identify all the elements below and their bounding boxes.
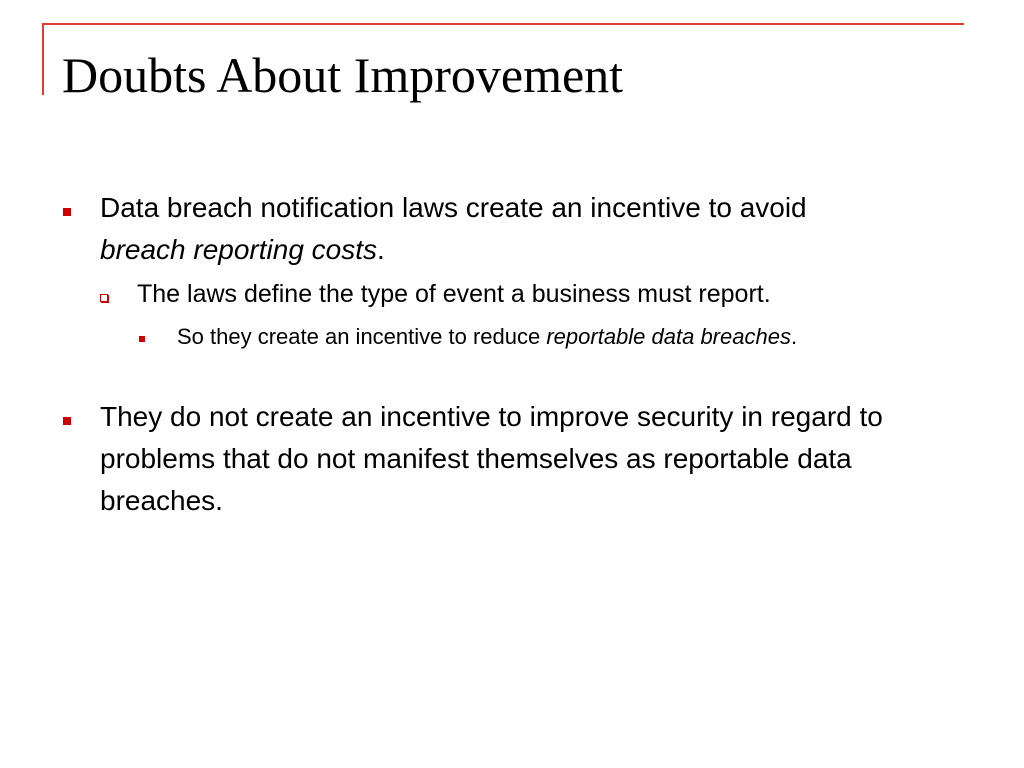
bullet-text-3-plain: So they create an incentive to reduce: [177, 324, 547, 349]
bullet-text-1-italic: breach reporting costs: [100, 234, 378, 265]
slide-title: Doubts About Improvement: [62, 47, 624, 103]
small-filled-square-bullet-icon: [139, 336, 145, 342]
bullet-text-2-plain: The laws define the type of event a business must report.: [137, 280, 771, 308]
bullet-text-4: [100, 396, 960, 522]
bullet-text-3-italic: reportable data breaches: [546, 324, 791, 349]
bullet-text-4-plain: They do not create an incentive to improve security in regard to problems that do not manifest themselves as reportable data breaches.: [100, 401, 883, 516]
outline-square-bullet-icon: [100, 294, 108, 302]
bullet-text-1-plain: Data breach notification laws create an incentive to avoid: [100, 192, 807, 223]
filled-square-bullet-icon: [63, 208, 71, 216]
bullet-text-1: [100, 187, 980, 271]
bullet-text-2: [137, 277, 997, 311]
bullet-text-3-end: .: [790, 324, 798, 349]
bullet-text-1-end: .: [377, 234, 385, 265]
bullet-text-3: [177, 321, 877, 353]
filled-square-bullet-icon: [63, 417, 71, 425]
